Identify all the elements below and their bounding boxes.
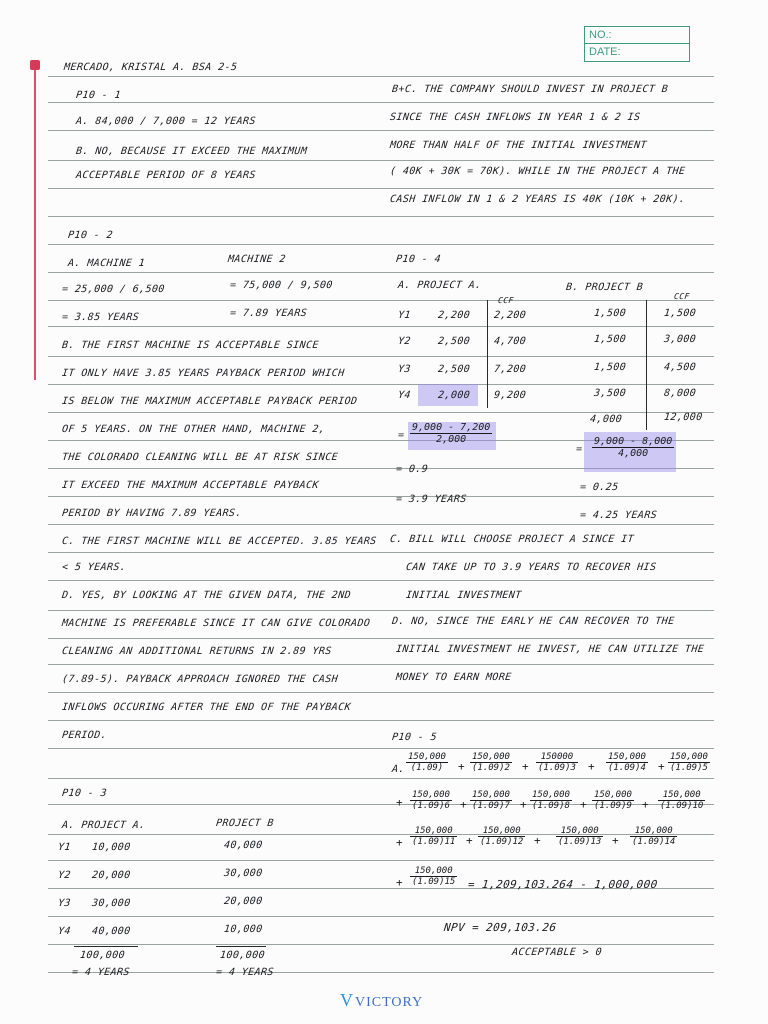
p10-4-d-line: MONEY TO EARN MORE [395, 672, 513, 683]
p10-4-project-b-value: 1,500 [593, 362, 627, 373]
plus-sign: + [642, 798, 649, 811]
p10-4-c-line: C. BILL WILL CHOOSE PROJECT A SINCE IT [389, 534, 635, 545]
discount-fraction [592, 790, 634, 811]
ruled-line [48, 188, 714, 189]
p10-2-b-line: PERIOD BY HAVING 7.89 YEARS. [61, 508, 243, 519]
p10-1-title: P10 - 1 [75, 90, 122, 101]
ruled-line [48, 496, 714, 497]
brand-logo [340, 990, 423, 1011]
fraction-denominator: (1.09)5 [670, 763, 708, 773]
p10-2-c-line: < 5 YEARS. [61, 562, 127, 573]
p10-4-head-a: A. PROJECT A. [397, 280, 483, 291]
p10-2-d-line: (7.89-5). PAYBACK APPROACH IGNORED THE CASH [61, 674, 339, 685]
fraction-numerator: 150,000 [408, 752, 446, 762]
p10-2-head-m1: A. MACHINE 1 [67, 258, 146, 269]
p10-2-b-line: OF 5 YEARS. ON THE OTHER HAND, MACHINE 2, [61, 424, 326, 435]
fraction-numerator: 150,000 [410, 866, 457, 877]
p10-4-d-line: D. NO, SINCE THE EARLY HE CAN RECOVER TO THE [391, 616, 676, 627]
plus-sign: + [466, 834, 473, 847]
discount-fraction [630, 826, 677, 847]
brand-name: VICTORY [355, 995, 424, 1010]
p10-2-d-line: MACHINE IS PREFERABLE SINCE IT CAN GIVE COLORADO [61, 618, 371, 629]
plus-sign: + [396, 876, 403, 889]
discount-fraction [556, 826, 603, 847]
p10-2-b-line: IT EXCEED THE MAXIMUM ACCEPTABLE PAYBACK [61, 480, 320, 491]
p10-2-b-line: B. THE FIRST MACHINE IS ACCEPTABLE SINCE [61, 340, 320, 351]
discount-fraction [606, 752, 648, 773]
ruled-line [48, 326, 714, 327]
margin-line [34, 70, 36, 380]
p10-4-project-a-value: 2,000 [437, 390, 471, 401]
ruled-line [48, 860, 714, 861]
fraction-denominator: (1.09)10 [660, 801, 704, 811]
plus-sign: + [522, 760, 529, 773]
p10-3-head-b: PROJECT B [215, 818, 275, 829]
ruled-line [48, 130, 714, 131]
p10-4-a-result: = 3.9 YEARS [395, 494, 468, 505]
fraction-denominator: (1.09)12 [480, 837, 524, 847]
p10-4-b-fraction-den: 4,000 [618, 448, 649, 459]
p10-2-b-line: THE COLORADO CLEANING WILL BE AT RISK SINCE [61, 452, 339, 463]
ruled-line [48, 272, 714, 273]
discount-fraction [470, 752, 512, 773]
p10-4-divider-a [487, 300, 488, 408]
p10-2-m2-result: = 7.89 YEARS [229, 308, 308, 319]
p10-2-b-line: IT ONLY HAVE 3.85 YEARS PAYBACK PERIOD WHICH [61, 368, 346, 379]
p10-4-title: P10 - 4 [395, 254, 442, 265]
fraction-denominator: (1.09)14 [632, 837, 676, 847]
plus-sign: + [458, 760, 465, 773]
p10-4-ccf-a: CCF [497, 296, 515, 305]
fraction-numerator: 150,000 [472, 752, 510, 762]
plus-sign: + [658, 760, 665, 773]
p10-5-label-a: A. [391, 764, 406, 775]
ruled-line [48, 300, 714, 301]
p10-4-divider-b [646, 300, 647, 430]
no-date-box [584, 26, 690, 62]
p10-3-title: P10 - 3 [61, 788, 108, 799]
p10-4-project-b-ccf: 3,000 [663, 334, 697, 345]
p10-3-project-b-value: 40,000 [223, 840, 264, 851]
p10-1-bc-line: MORE THAN HALF OF THE INITIAL INVESTMENT [389, 140, 648, 151]
p10-3-project-a-value: 20,000 [91, 870, 132, 881]
discount-fraction [406, 752, 448, 773]
fraction-denominator: (1.09)15 [412, 877, 456, 887]
p10-3-project-a-value: 10,000 [91, 842, 132, 853]
p10-4-a-fraction [410, 422, 492, 445]
p10-4-b-result: = 4.25 YEARS [579, 510, 658, 521]
p10-4-c-line: CAN TAKE UP TO 3.9 YEARS TO RECOVER HIS [405, 562, 657, 573]
p10-3-total-b: 100,000 [219, 950, 266, 961]
p10-3-result-b: = 4 YEARS [215, 967, 275, 978]
p10-4-project-a-value: 2,200 [437, 310, 471, 321]
p10-3-sum-line-b [216, 946, 266, 947]
ruled-line [48, 160, 714, 161]
fraction-numerator: 150,000 [472, 790, 510, 800]
p10-2-title: P10 - 2 [67, 230, 114, 241]
ruled-line [48, 664, 714, 665]
p10-4-a-step: = 0.9 [395, 464, 429, 475]
discount-fraction [410, 866, 457, 887]
ruled-line [48, 610, 714, 611]
plus-sign: + [396, 796, 403, 809]
p10-5-sum-result: = 1,209,103.264 - 1,000,000 [467, 878, 659, 891]
fraction-numerator: 150,000 [532, 790, 570, 800]
p10-1-bc-line: SINCE THE CASH INFLOWS IN YEAR 1 & 2 IS [389, 112, 641, 123]
ruled-line [48, 692, 714, 693]
p10-4-project-a-ccf: 9,200 [493, 390, 527, 401]
ruled-line [48, 76, 714, 77]
plus-sign: + [612, 834, 619, 847]
p10-2-b-line: IS BELOW THE MAXIMUM ACCEPTABLE PAYBACK PERIOD [61, 396, 358, 407]
p10-4-b-step: = 0.25 [579, 482, 620, 493]
fraction-denominator: (1.09) [410, 763, 444, 773]
p10-3-total-a: 100,000 [79, 950, 126, 961]
p10-4-project-b-ccf: 1,500 [663, 308, 697, 319]
p10-2-m1-calc: = 25,000 / 6,500 [61, 284, 166, 295]
fraction-denominator: (1.09)9 [594, 801, 632, 811]
fraction-denominator: (1.09)7 [472, 801, 510, 811]
p10-4-project-b-ccf: 8,000 [663, 388, 697, 399]
ruled-line [48, 580, 714, 581]
discount-fraction [470, 790, 512, 811]
p10-4-project-a-ccf: 2,200 [493, 310, 527, 321]
ruled-line [48, 216, 714, 217]
fraction-denominator: (1.09)2 [472, 763, 510, 773]
discount-fraction [410, 826, 457, 847]
ruled-line [48, 916, 714, 917]
discount-fraction [668, 752, 710, 773]
ruled-line [48, 384, 714, 385]
discount-fraction [536, 752, 578, 773]
ruled-line [48, 944, 714, 945]
discount-fraction [530, 790, 572, 811]
fraction-numerator: 150,000 [410, 826, 457, 837]
p10-4-b-extra-ccf: 12,000 [663, 412, 704, 423]
p10-2-c-line: C. THE FIRST MACHINE WILL BE ACCEPTED. 3.85 YEARS [61, 536, 378, 547]
ruled-line [48, 720, 714, 721]
ruled-line [48, 356, 714, 357]
plus-sign: + [460, 798, 467, 811]
fraction-numerator: 150000 [536, 752, 578, 763]
p10-4-a-fraction-den: 2,000 [436, 434, 467, 445]
p10-4-ccf-b: CCF [673, 292, 691, 301]
p10-5-acceptable: ACCEPTABLE > 0 [511, 947, 603, 958]
fraction-numerator: 150,000 [594, 790, 632, 800]
fraction-numerator: 150,000 [478, 826, 525, 837]
p10-3-sum-line-a [74, 946, 138, 947]
p10-4-b-fraction-num: 9,000 - 8,000 [594, 436, 673, 447]
ruled-line [48, 412, 714, 413]
plus-sign: + [396, 836, 403, 849]
fraction-denominator: (1.09)13 [558, 837, 602, 847]
p10-2-m2-calc: = 75,000 / 9,500 [229, 280, 334, 291]
p10-4-year-label: Y1 [397, 310, 412, 321]
plus-sign: + [520, 798, 527, 811]
plus-sign: + [588, 760, 595, 773]
plus-sign: + [580, 798, 587, 811]
p10-5-title: P10 - 5 [391, 732, 438, 743]
p10-2-head-m2: MACHINE 2 [227, 254, 287, 265]
p10-4-d-line: INITIAL INVESTMENT HE INVEST, HE CAN UTILIZE THE [395, 644, 705, 655]
ruled-line [48, 552, 714, 553]
p10-4-project-b-value: 3,500 [593, 388, 627, 399]
p10-4-year-label: Y2 [397, 336, 412, 347]
equals-b: = [575, 444, 583, 455]
p10-2-d-line: PERIOD. [61, 730, 108, 741]
p10-4-project-b-value: 1,500 [593, 334, 627, 345]
p10-4-a-fraction-num: 9,000 - 7,200 [412, 422, 491, 433]
p10-3-project-a-value: 30,000 [91, 898, 132, 909]
p10-1-bc-line: CASH INFLOW IN 1 & 2 YEARS IS 40K (10K + 20K). [389, 194, 686, 205]
date-label: DATE: [589, 46, 621, 58]
p10-4-project-a-ccf: 7,200 [493, 364, 527, 375]
ruled-line [48, 102, 714, 103]
p10-4-project-b-value: 1,500 [593, 308, 627, 319]
discount-fraction [478, 826, 525, 847]
p10-3-year-label: Y1 [57, 842, 72, 853]
p10-4-c-line: INITIAL INVESTMENT [405, 590, 523, 601]
plus-sign: + [534, 834, 541, 847]
fraction-denominator: (1.09)3 [538, 763, 576, 773]
ruled-line [48, 638, 714, 639]
p10-3-year-label: Y3 [57, 898, 72, 909]
fraction-denominator: (1.09)6 [412, 801, 450, 811]
ruled-line [48, 244, 714, 245]
p10-1-b2: ACCEPTABLE PERIOD OF 8 YEARS [75, 170, 257, 181]
p10-1-bc-line: ( 40K + 30K = 70K). WHILE IN THE PROJECT A THE [389, 166, 686, 177]
fraction-numerator: 150,000 [670, 752, 708, 762]
p10-2-d-line: INFLOWS OCCURING AFTER THE END OF THE PAYBACK [61, 702, 352, 713]
p10-1-bc-line: B+C. THE COMPANY SHOULD INVEST IN PROJECT B [391, 84, 669, 95]
ruled-line [48, 524, 714, 525]
fraction-denominator: (1.09)4 [608, 763, 646, 773]
p10-5-npv: NPV = 209,103.26 [443, 921, 558, 934]
fraction-numerator: 150,000 [412, 790, 450, 800]
fraction-numerator: 150,000 [658, 790, 705, 801]
discount-fraction [410, 790, 452, 811]
p10-4-project-a-value: 2,500 [437, 336, 471, 347]
discount-fraction [658, 790, 705, 811]
ruled-line [48, 972, 714, 973]
no-label: NO.: [585, 27, 689, 44]
p10-1-a: A. 84,000 / 7,000 = 12 YEARS [75, 116, 257, 127]
p10-4-year-label: Y3 [397, 364, 412, 375]
p10-3-project-b-value: 30,000 [223, 868, 264, 879]
p10-4-project-a-value: 2,500 [437, 364, 471, 375]
p10-3-project-b-value: 10,000 [223, 924, 264, 935]
p10-3-year-label: Y2 [57, 870, 72, 881]
p10-4-project-b-ccf: 4,500 [663, 362, 697, 373]
ruled-line [48, 748, 714, 749]
p10-1-b1: B. NO, BECAUSE IT EXCEED THE MAXIMUM [75, 146, 308, 157]
p10-2-d-line: D. YES, BY LOOKING AT THE GIVEN DATA, THE 2ND [61, 590, 352, 601]
p10-3-project-a-value: 40,000 [91, 926, 132, 937]
p10-4-year-label: Y4 [397, 390, 412, 401]
fraction-numerator: 150,000 [608, 752, 646, 762]
margin-tab [30, 60, 40, 70]
fraction-denominator: (1.09)8 [532, 801, 570, 811]
p10-4-b-extra: 4,000 [589, 414, 623, 425]
fraction-denominator: (1.09)11 [412, 837, 456, 847]
p10-4-head-b: B. PROJECT B [565, 282, 644, 293]
p10-3-result-a: = 4 YEARS [71, 967, 131, 978]
victory-logo-icon: V [340, 990, 354, 1010]
p10-4-project-a-ccf: 4,700 [493, 336, 527, 347]
student-name: MERCADO, KRISTAL A. BSA 2-5 [63, 62, 238, 73]
p10-2-d-line: CLEANING AN ADDITIONAL RETURNS IN 2.89 YRS [61, 646, 333, 657]
equals-a: = [397, 430, 405, 441]
p10-3-head-a: A. PROJECT A. [61, 820, 147, 831]
fraction-numerator: 150,000 [556, 826, 603, 837]
p10-2-m1-result: = 3.85 YEARS [61, 312, 140, 323]
ruled-line [48, 778, 714, 779]
fraction-numerator: 150,000 [630, 826, 677, 837]
p10-3-year-label: Y4 [57, 926, 72, 937]
p10-4-b-fraction [592, 436, 674, 459]
p10-3-project-b-value: 20,000 [223, 896, 264, 907]
